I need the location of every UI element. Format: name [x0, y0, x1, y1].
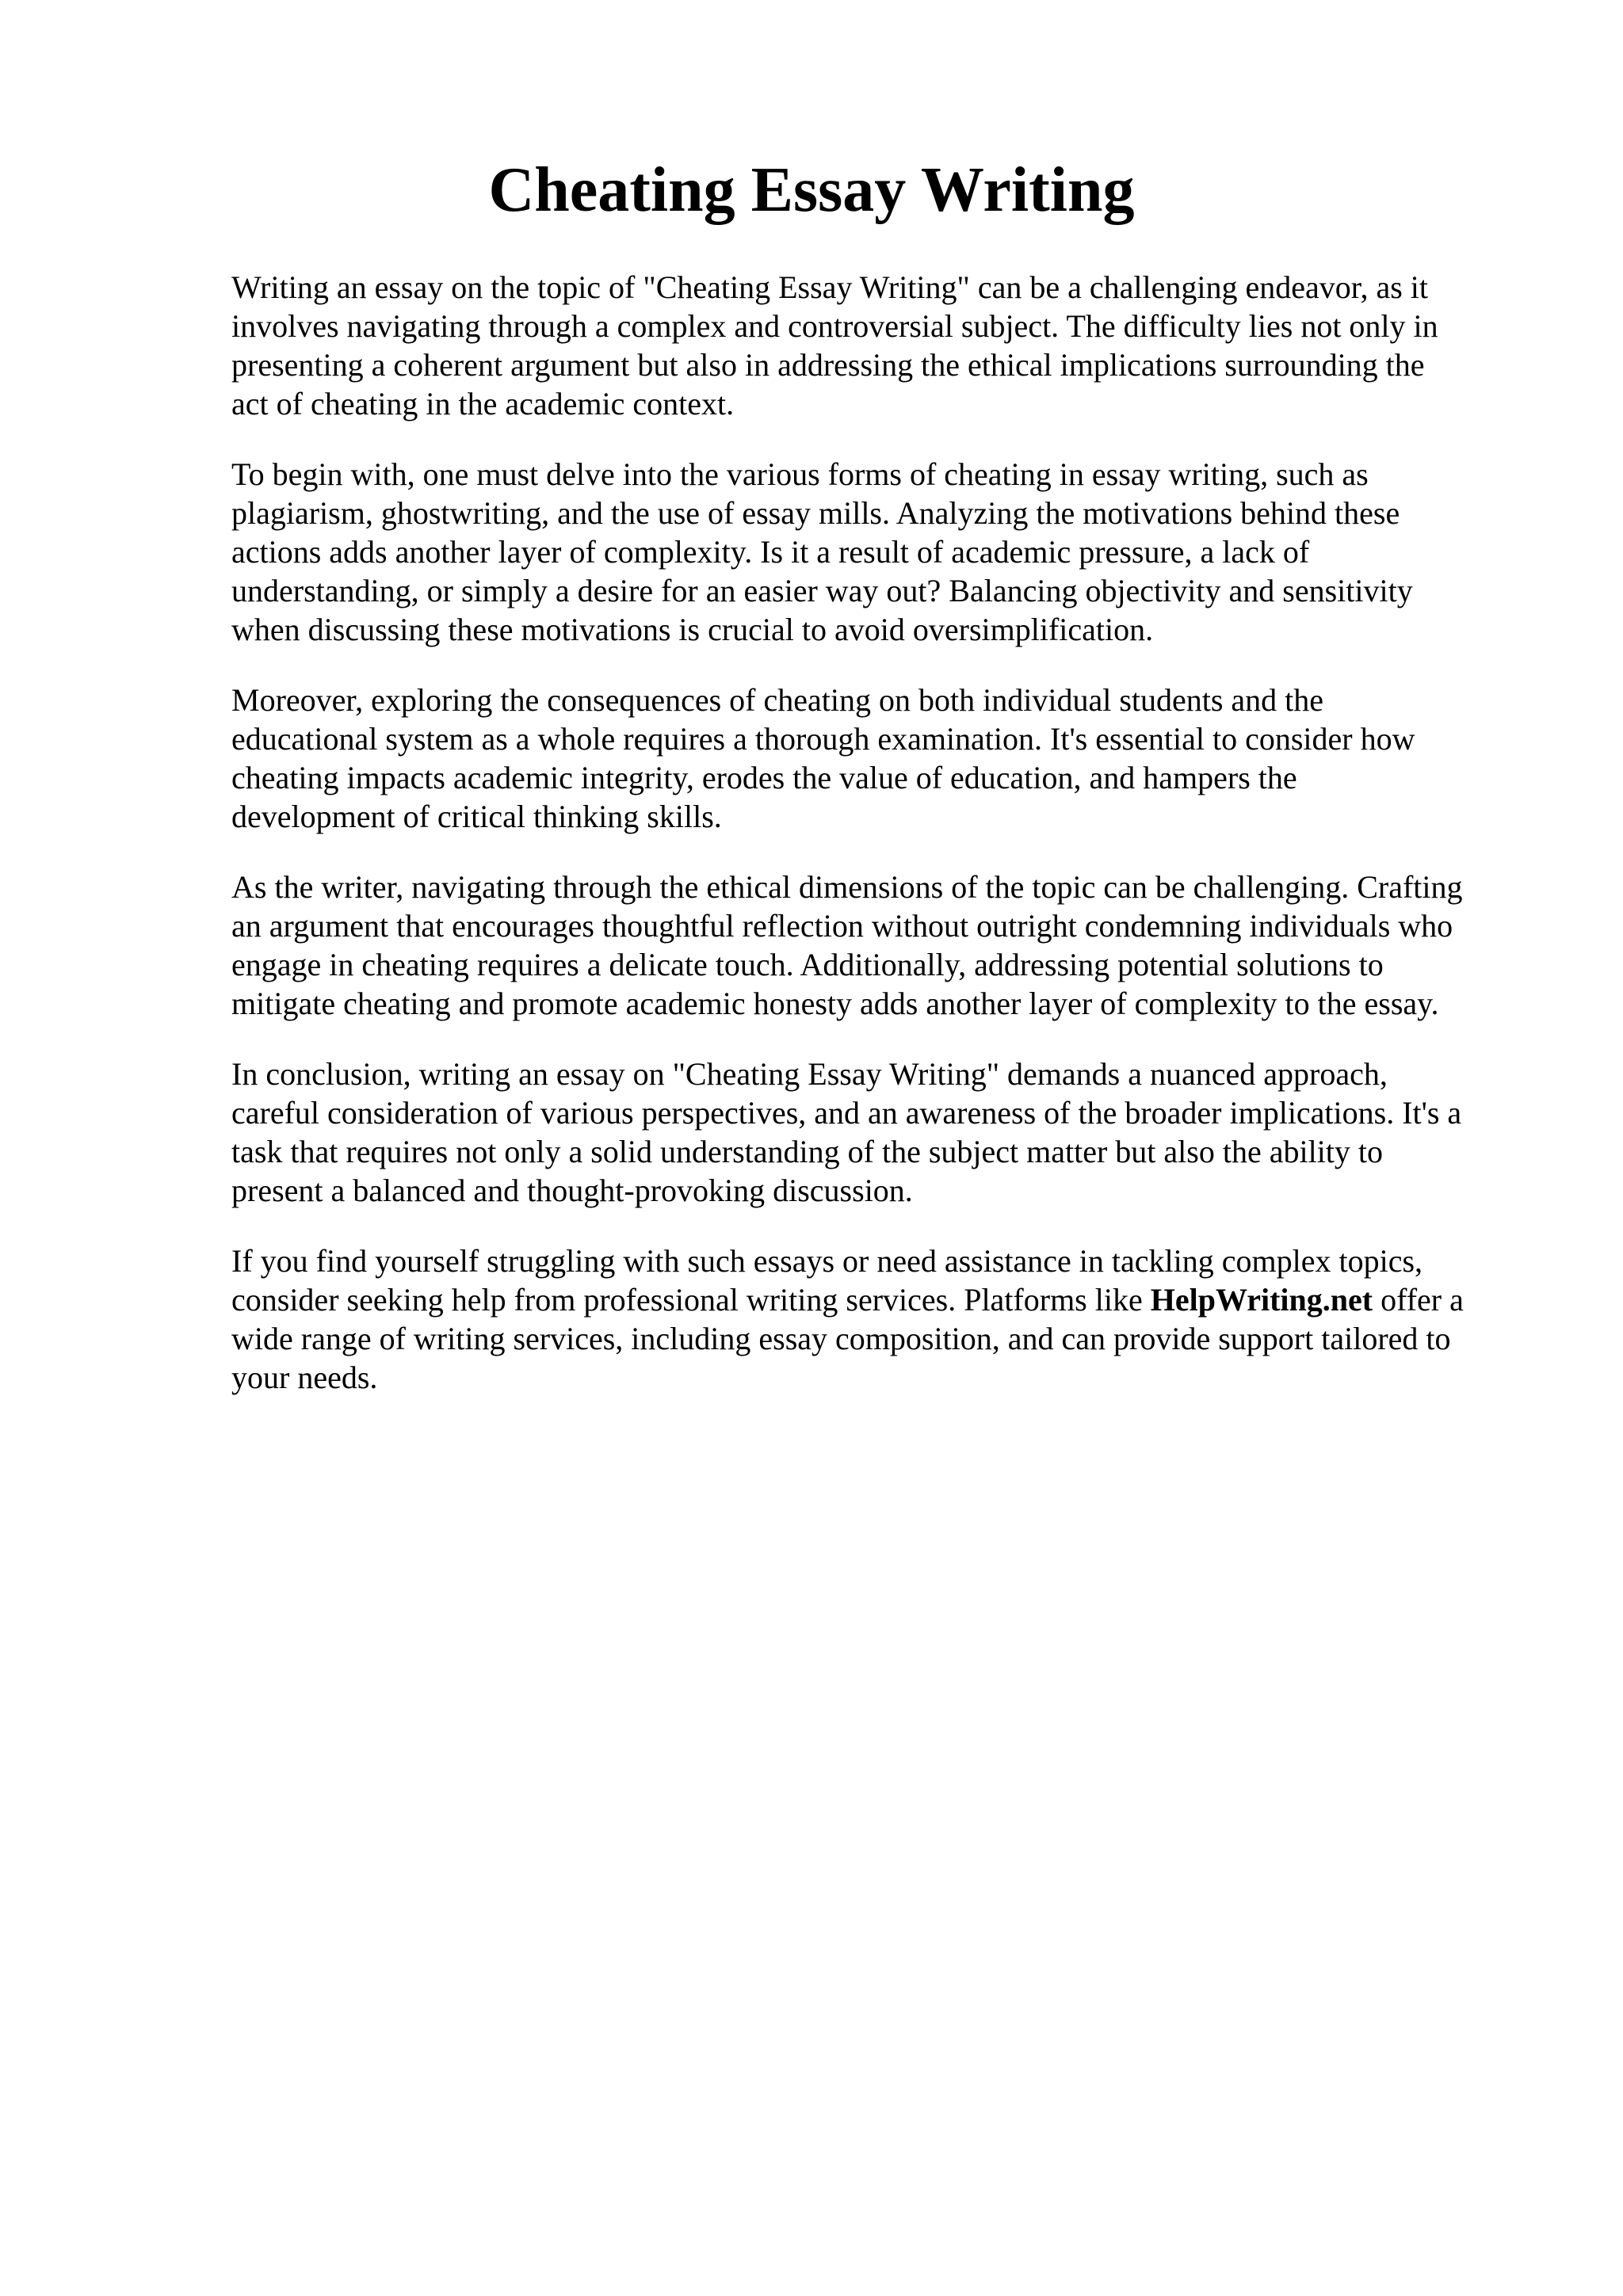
text-line: As the writer, navigating through the ethical dimensions of the topic can be challenging. Crafting: [231, 869, 1463, 905]
text-fragment: consider seeking help from professional writing services. Platforms like: [231, 1282, 1151, 1318]
text-line: an argument that encourages thoughtful reflection without outright condemning individuals who: [231, 908, 1453, 944]
text-line: wide range of writing services, including essay composition, and can provide support tailored to: [231, 1321, 1451, 1356]
text-line: understanding, or simply a desire for an easier way out? Balancing objectivity and sensitivity: [231, 573, 1413, 608]
text-line: plagiarism, ghostwriting, and the use of essay mills. Analyzing the motivations behind these: [231, 495, 1400, 531]
document-body: [231, 268, 1531, 1428]
paragraph-intro: [231, 268, 1531, 423]
text-line: If you find yourself struggling with such essays or need assistance in tackling complex topics,: [231, 1243, 1423, 1279]
paragraph-consequences: [231, 681, 1531, 836]
text-line: cheating impacts academic integrity, erodes the value of education, and hampers the: [231, 760, 1297, 795]
text-line: To begin with, one must delve into the various forms of cheating in essay writing, such as: [231, 456, 1369, 492]
text-line: mitigate cheating and promote academic honesty adds another layer of complexity to the essay.: [231, 986, 1439, 1021]
brand-name: HelpWriting.net: [1150, 1282, 1373, 1318]
text-line: engage in cheating requires a delicate touch. Additionally, addressing potential solutions to: [231, 947, 1384, 982]
text-line: task that requires not only a solid understanding of the subject matter but also the ability to: [231, 1134, 1384, 1169]
text-fragment: offer a: [1373, 1282, 1464, 1318]
paragraph-forms-of-cheating: [231, 455, 1531, 649]
text-line: careful consideration of various perspectives, and an awareness of the broader implications. It's a: [231, 1095, 1462, 1131]
paragraph-promotion: [231, 1241, 1531, 1397]
text-line: Moreover, exploring the consequences of cheating on both individual students and the: [231, 682, 1324, 718]
text-line: educational system as a whole requires a thorough examination. It's essential to consider how: [231, 721, 1415, 757]
paragraph-conclusion: [231, 1055, 1531, 1210]
text-line: when discussing these motivations is crucial to avoid oversimplification.: [231, 612, 1154, 647]
text-line-with-brand: [231, 1280, 1531, 1319]
text-line: your needs.: [231, 1360, 378, 1395]
text-line: involves navigating through a complex and controversial subject. The difficulty lies not only in: [231, 308, 1438, 344]
paragraph-ethical-dimensions: [231, 868, 1531, 1023]
text-line: present a balanced and thought-provoking discussion.: [231, 1173, 913, 1208]
text-line: development of critical thinking skills.: [231, 799, 722, 834]
text-line: act of cheating in the academic context.: [231, 386, 735, 421]
text-line: actions adds another layer of complexity. Is it a result of academic pressure, a lack of: [231, 534, 1310, 570]
text-line: Writing an essay on the topic of "Cheating Essay Writing" can be a challenging endeavor, as it: [231, 269, 1428, 305]
text-line: presenting a coherent argument but also in addressing the ethical implications surrounding the: [231, 347, 1425, 383]
document-title: Cheating Essay Writing: [488, 155, 1135, 225]
text-line: In conclusion, writing an essay on "Cheating Essay Writing" demands a nuanced approach,: [231, 1056, 1388, 1092]
